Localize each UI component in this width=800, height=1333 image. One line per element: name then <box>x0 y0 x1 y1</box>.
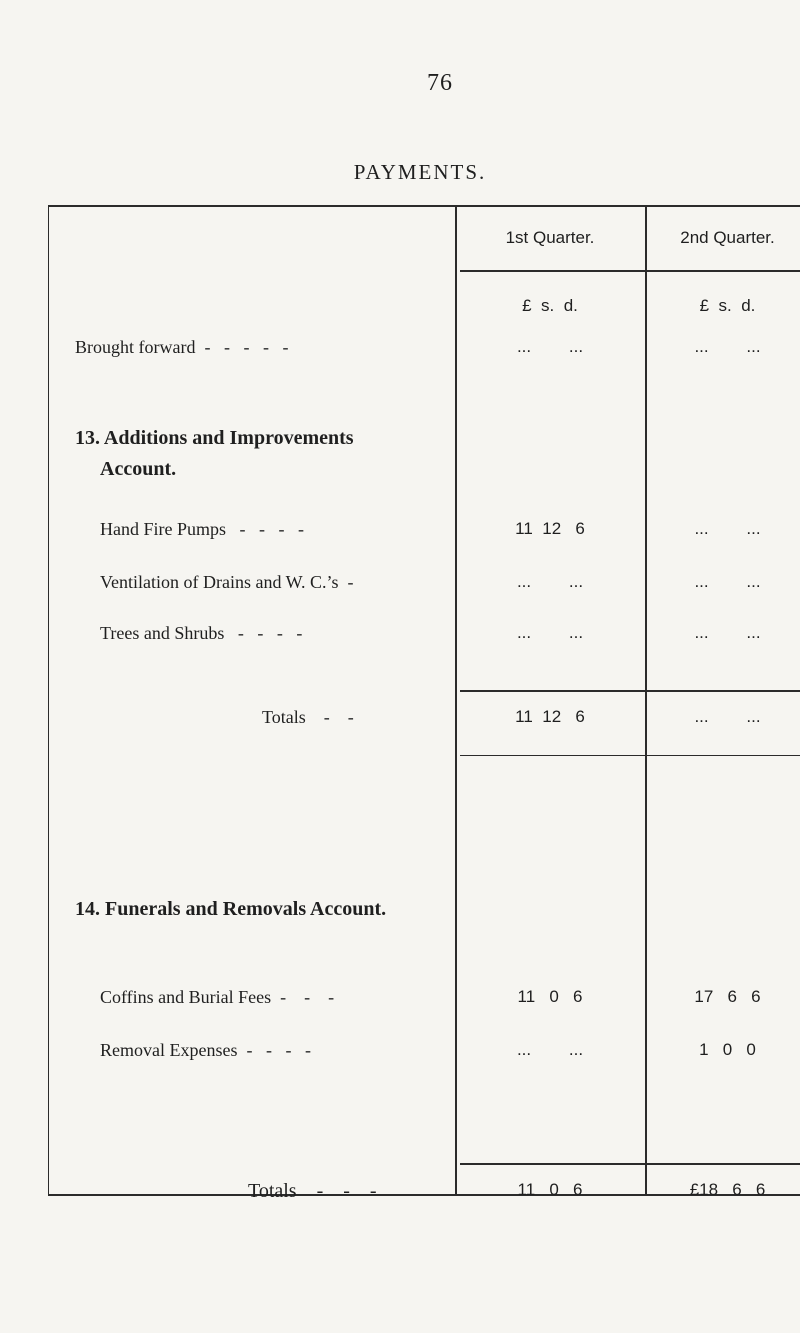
row-label-totals-13: Totals - - <box>262 707 354 727</box>
page-heading: PAYMENTS. <box>353 160 487 184</box>
page-number: 76 <box>427 70 453 96</box>
row-q1-ventilation: ... ... <box>516 572 584 591</box>
row-q2-totals-14: £18 6 6 <box>689 1180 766 1199</box>
row-q1-totals-13: 11 12 6 <box>515 707 585 726</box>
table-top-rule <box>48 205 800 207</box>
section-13-title: 13. Additions and Improvements <box>75 427 354 449</box>
column-header-q2: 2nd Quarter. <box>680 228 775 247</box>
totals-underline-13 <box>460 755 800 756</box>
row-label-trees-shrubs: Trees and Shrubs - - - - <box>100 623 303 643</box>
row-q2-ventilation: ... ... <box>694 572 761 591</box>
row-label-removal: Removal Expenses - - - - <box>100 1040 311 1060</box>
row-q2-coffins: 17 6 6 <box>694 987 761 1006</box>
row-q2-trees-shrubs: ... ... <box>694 623 761 642</box>
row-label-brought-forward: Brought forward - - - - - <box>75 337 289 357</box>
row-q1-trees-shrubs: ... ... <box>516 623 584 642</box>
row-label-ventilation: Ventilation of Drains and W. C.’s - <box>100 572 354 592</box>
row-q1-totals-14: 11 0 6 <box>517 1180 583 1199</box>
column-divider-leftmost <box>48 207 49 1195</box>
row-q1-removal: ... ... <box>516 1040 584 1059</box>
units-q1: £ s. d. <box>522 296 578 315</box>
row-q1-hand-fire-pumps: 11 12 6 <box>515 519 585 538</box>
row-q2-totals-13: ... ... <box>694 707 761 726</box>
row-label-coffins: Coffins and Burial Fees - - - <box>100 987 335 1007</box>
totals-rule-14 <box>460 1163 800 1165</box>
header-rule <box>460 270 800 272</box>
row-q2-removal: 1 0 0 <box>699 1040 756 1059</box>
section-13-subtitle: Account. <box>100 458 177 480</box>
row-q1-brought-forward: ... ... <box>516 337 584 356</box>
section-14-title: 14. Funerals and Removals Account. <box>75 898 387 920</box>
row-label-totals-14: Totals - - - <box>248 1180 377 1202</box>
row-q2-hand-fire-pumps: ... ... <box>694 519 761 538</box>
column-header-q1: 1st Quarter. <box>505 228 595 247</box>
totals-rule-13 <box>460 690 800 692</box>
row-q2-brought-forward: ... ... <box>694 337 761 356</box>
row-label-hand-fire-pumps: Hand Fire Pumps - - - - <box>100 519 304 539</box>
row-q1-coffins: 11 0 6 <box>517 987 583 1006</box>
units-q2: £ s. d. <box>699 296 756 315</box>
